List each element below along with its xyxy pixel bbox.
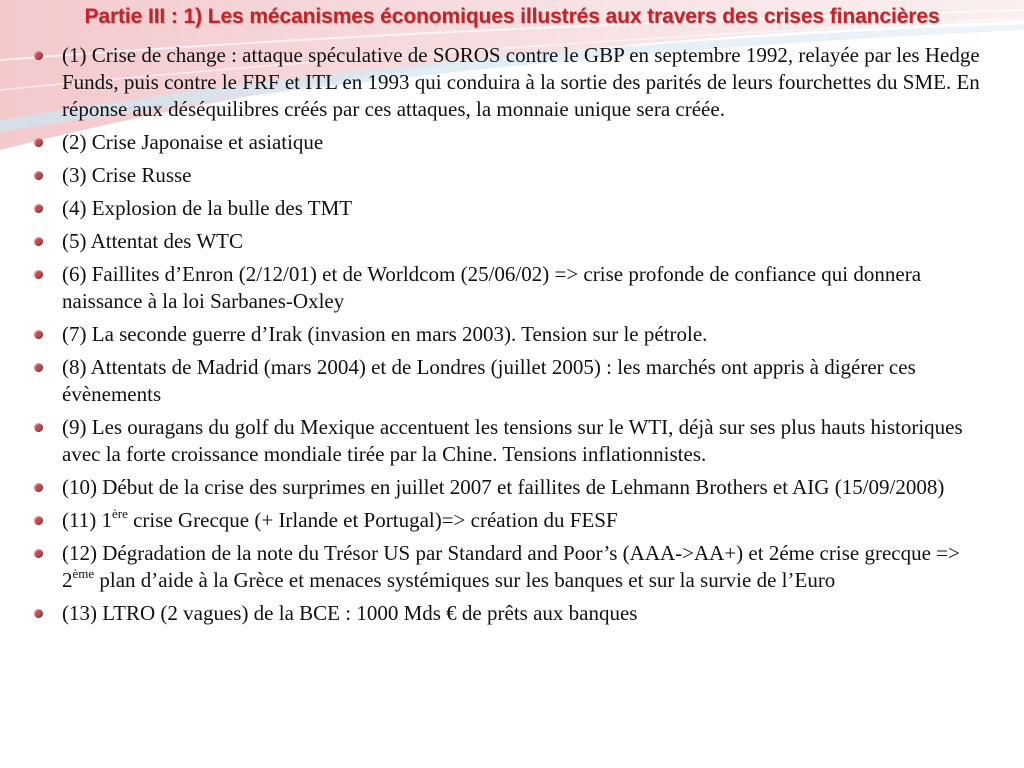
bullet-icon bbox=[34, 483, 43, 492]
list-item bbox=[0, 600, 1024, 627]
list-item bbox=[0, 540, 1024, 594]
bullet-text: (6) Faillites d’Enron (2/12/01) et de Worldcom (25/06/02) => crise profonde de confiance qui donnera naissance à la loi Sarbanes-Oxley bbox=[62, 262, 922, 313]
bullet-icon bbox=[34, 609, 43, 618]
bullet-icon bbox=[34, 138, 43, 147]
list-item bbox=[0, 162, 1024, 189]
superscript-ordinal: ème bbox=[72, 566, 95, 581]
bullet-text: (2) Crise Japonaise et asiatique bbox=[62, 130, 324, 154]
list-item bbox=[0, 474, 1024, 501]
bullet-text-pre: (11) 1 bbox=[62, 508, 112, 532]
bullet-icon bbox=[34, 363, 43, 372]
list-item bbox=[0, 354, 1024, 408]
list-item bbox=[0, 195, 1024, 222]
bullet-text-pre: (12) Dégradation de la note du Trésor US par Standard and Poor’s (AAA->AA+) et 2éme crise grecque => 2 bbox=[62, 541, 960, 592]
bullet-icon bbox=[34, 204, 43, 213]
bullet-icon bbox=[34, 51, 43, 60]
list-item bbox=[0, 129, 1024, 156]
superscript-ordinal: ère bbox=[111, 506, 128, 521]
bullet-icon bbox=[34, 171, 43, 180]
bullet-text: (8) Attentats de Madrid (mars 2004) et de Londres (juillet 2005) : les marchés ont appris à digérer ces évènements bbox=[62, 355, 916, 406]
bullet-text: (4) Explosion de la bulle des TMT bbox=[62, 196, 353, 220]
bullet-text: (5) Attentat des WTC bbox=[62, 229, 243, 253]
bullet-text: (1) Crise de change : attaque spéculative de SOROS contre le GBP en septembre 1992, relayée par les Hedge Funds, puis contre le FRF et ITL en 1993 qui conduira à la sortie des parités de leurs fourchettes du SME. En réponse aux déséquilibres créés par ces attaques, la monnaie unique sera créée. bbox=[62, 43, 980, 121]
bullet-icon bbox=[34, 237, 43, 246]
bullet-list bbox=[0, 42, 1024, 633]
bullet-text: (13) LTRO (2 vagues) de la BCE : 1000 Mds € de prêts aux banques bbox=[62, 601, 638, 625]
bullet-text-post: plan d’aide à la Grèce et menaces systémiques sur les banques et sur la survie de l’Euro bbox=[94, 568, 836, 592]
bullet-icon bbox=[34, 270, 43, 279]
list-item bbox=[0, 321, 1024, 348]
bullet-text: (10) Début de la crise des surprimes en juillet 2007 et faillites de Lehmann Brothers et AIG (15/09/2008) bbox=[62, 475, 945, 499]
list-item bbox=[0, 414, 1024, 468]
list-item bbox=[0, 507, 1024, 534]
bullet-text-post: crise Grecque (+ Irlande et Portugal)=> création du FESF bbox=[127, 508, 618, 532]
list-item bbox=[0, 261, 1024, 315]
bullet-icon bbox=[34, 516, 43, 525]
bullet-text: (9) Les ouragans du golf du Mexique accentuent les tensions sur le WTI, déjà sur ses plus hauts historiques avec la forte croissance mondiale tirée par la Chine. Tensions inflationnistes. bbox=[62, 415, 963, 466]
bullet-icon bbox=[34, 549, 43, 558]
list-item bbox=[0, 42, 1024, 123]
bullet-icon bbox=[34, 330, 43, 339]
bullet-text: (7) La seconde guerre d’Irak (invasion en mars 2003). Tension sur le pétrole. bbox=[62, 322, 708, 346]
slide-title: Partie III : 1) Les mécanismes économiques illustrés aux travers des crises financières bbox=[84, 5, 940, 28]
list-item bbox=[0, 228, 1024, 255]
bullet-icon bbox=[34, 423, 43, 432]
bullet-text: (3) Crise Russe bbox=[62, 163, 192, 187]
